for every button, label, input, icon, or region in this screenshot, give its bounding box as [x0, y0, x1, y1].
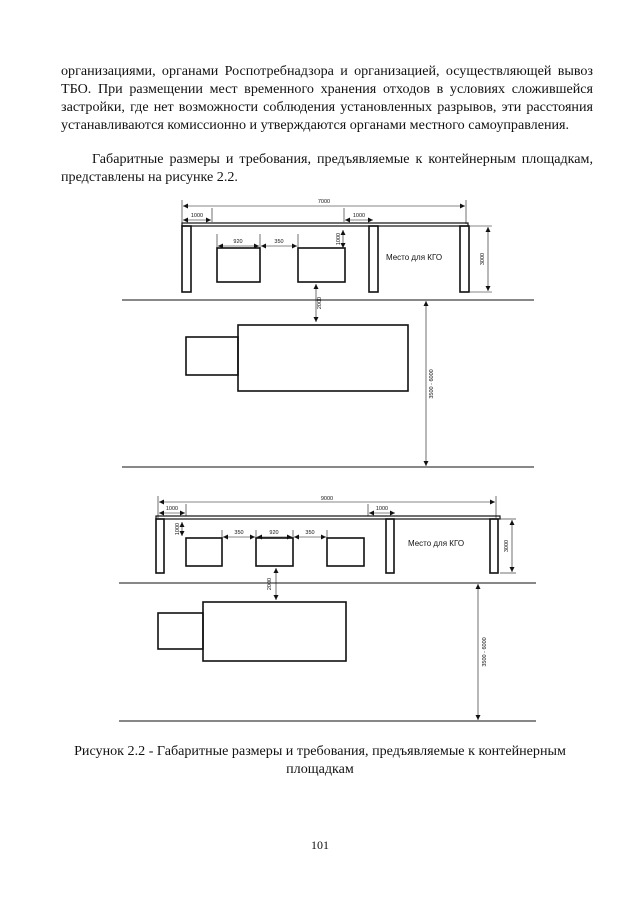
dim-road-width: 3500 - 6000	[429, 369, 435, 399]
dim-road-width: 3500 - 6000	[482, 637, 488, 667]
dim-left-margin: 1000	[190, 213, 204, 219]
dim-height: 3000	[480, 252, 486, 266]
dim-container-offset: 1000	[175, 522, 181, 536]
page-number: 101	[311, 838, 329, 852]
dim-access-distance: 2000	[267, 577, 273, 591]
figure-caption: Рисунок 2.2 - Габаритные размеры и требования, предъявляемые к контейнерным площадкам	[74, 743, 566, 777]
dim-right-margin: 1000	[375, 506, 389, 512]
dim-right-margin: 1000	[352, 213, 366, 219]
kgo-area-label: Место для КГО	[385, 253, 443, 262]
dim-height: 3000	[504, 539, 510, 553]
dim-gap-left: 350	[234, 530, 244, 536]
dim-total-width: 9000	[320, 496, 334, 502]
dim-container-offset: 1000	[336, 232, 342, 246]
body-paragraph-1: организациями, органами Роспотребнадзора и организацией, осуществляющей вывоз ТБО. При размещении мест временного хранения отходов в условиях сложившейся застройки, где нет возможности соблюдения установленных разрывов, эти расстояния устанавливаются комиссионно и утверждаются органами местного самоуправления.	[61, 63, 593, 133]
body-paragraph-2: Габаритные размеры и требования, предъявляемые к контейнерным площадкам, представлены на рисунке 2.2.	[61, 151, 593, 185]
figure-platform-9000	[0, 488, 640, 728]
dim-gap: 350	[274, 239, 284, 245]
dim-left-margin: 1000	[165, 506, 179, 512]
dim-container-width: 920	[233, 239, 243, 245]
dim-access-distance: 2000	[317, 296, 323, 310]
dim-total-width: 7000	[317, 199, 331, 205]
dim-gap-right: 350	[305, 530, 315, 536]
kgo-area-label: Место для КГО	[407, 539, 465, 548]
figure-platform-7000	[0, 190, 640, 475]
dim-container-width: 920	[269, 530, 279, 536]
